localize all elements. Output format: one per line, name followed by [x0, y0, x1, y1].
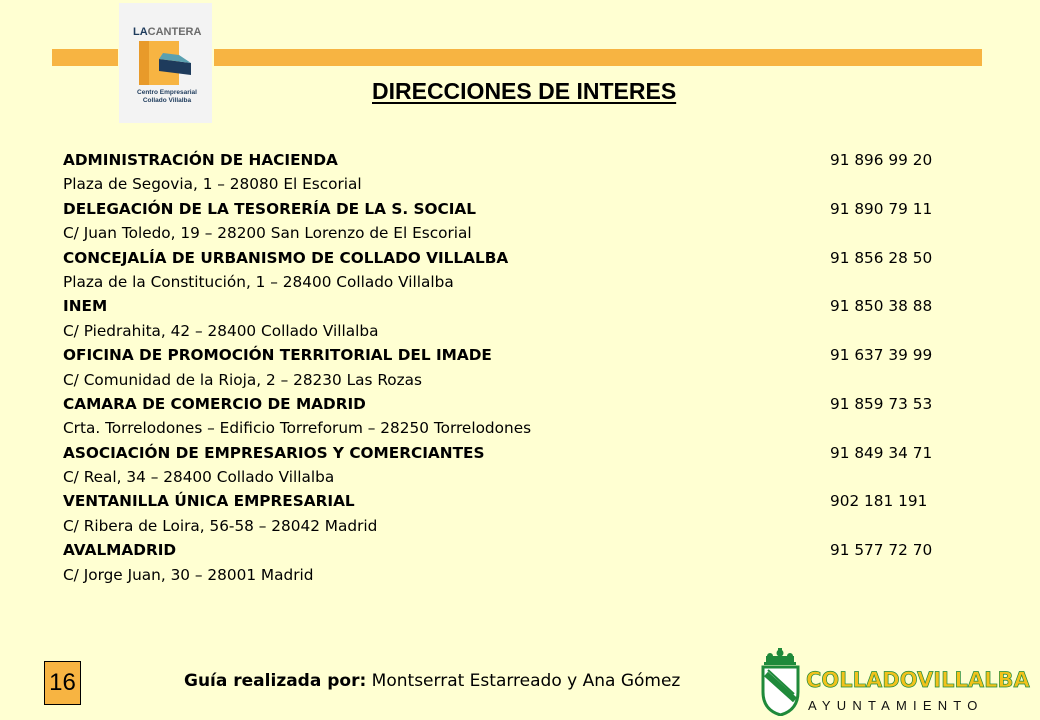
la-cantera-mark-icon — [139, 41, 191, 85]
logo-brand-part1: LA — [133, 26, 148, 38]
address-entry — [63, 393, 963, 442]
entry-phone: 91 890 79 11 — [830, 199, 933, 218]
ayuntamiento-name-part2: VILLALBA — [917, 668, 1030, 692]
entry-address: Plaza de Segovia, 1 – 28080 El Escorial — [63, 175, 362, 194]
entry-header-line — [63, 490, 963, 514]
entry-phone: 91 850 38 88 — [830, 297, 933, 316]
entry-header-line — [63, 295, 963, 319]
logo-subtitle-line1: Centro Empresarial — [137, 89, 197, 96]
entry-address: Crta. Torrelodones – Edificio Torreforum – 28250 Torrelodones — [63, 419, 532, 438]
address-entry — [63, 295, 963, 344]
entry-address: C/ Jorge Juan, 30 – 28001 Madrid — [63, 565, 314, 584]
page-title: DIRECCIONES DE INTERES — [372, 78, 677, 104]
entry-address: Plaza de la Constitución, 1 – 28400 Collado Villalba — [63, 272, 454, 291]
la-cantera-logo — [119, 3, 212, 123]
logo-subtitle-line2: Collado Villalba — [142, 96, 192, 104]
entry-phone: 91 856 28 50 — [830, 248, 933, 267]
header-bar-right — [214, 49, 982, 66]
entry-header-line — [63, 393, 963, 417]
entry-name: AVALMADRID — [63, 541, 177, 560]
entry-phone: 91 849 34 71 — [830, 443, 933, 462]
ayuntamiento-logo — [758, 648, 1030, 716]
entry-phone: 91 577 72 70 — [830, 541, 933, 560]
entry-name: INEM — [63, 297, 108, 316]
ayuntamiento-subtitle: AYUNTAMIENTO — [808, 698, 984, 713]
entry-address: C/ Comunidad de la Rioja, 2 – 28230 Las Rozas — [63, 370, 423, 389]
address-entry — [63, 149, 963, 198]
address-entry — [63, 198, 963, 247]
address-entry — [63, 490, 963, 539]
address-entry — [63, 442, 963, 491]
entry-name: CAMARA DE COMERCIO DE MADRID — [63, 394, 366, 413]
entry-name: OFICINA DE PROMOCIÓN TERRITORIAL DEL IMADE — [63, 346, 492, 365]
ayuntamiento-name — [806, 669, 1030, 691]
entry-name: ADMINISTRACIÓN DE HACIENDA — [63, 151, 338, 169]
address-entry — [63, 344, 963, 393]
credits-names: Montserrat Estarreado y Ana Gómez — [366, 671, 681, 691]
entry-address: C/ Ribera de Loira, 56-58 – 28042 Madrid — [63, 516, 378, 535]
entry-address: C/ Juan Toledo, 19 – 28200 San Lorenzo de El Escorial — [63, 224, 472, 243]
header-bar-left — [52, 49, 118, 66]
logo-brand-part2: CANTERA — [147, 26, 202, 38]
credits — [184, 671, 680, 691]
entry-phone: 91 859 73 53 — [830, 394, 933, 413]
entry-phone: 91 637 39 99 — [830, 346, 933, 365]
ayuntamiento-name-part1: COLLADO — [806, 668, 917, 692]
entry-header-line — [63, 442, 963, 466]
entry-address: C/ Real, 34 – 28400 Collado Villalba — [63, 468, 335, 487]
address-entry — [63, 539, 963, 588]
entry-address: C/ Piedrahita, 42 – 28400 Collado Villalba — [63, 321, 379, 340]
address-entry — [63, 247, 963, 296]
entry-name: DELEGACIÓN DE LA TESORERÍA DE LA S. SOCIAL — [63, 199, 477, 218]
page-number: 16 — [44, 661, 81, 705]
coat-of-arms-icon — [758, 648, 804, 716]
entry-name: VENTANILLA ÚNICA EMPRESARIAL — [63, 492, 355, 511]
entry-header-line — [63, 344, 963, 368]
entry-phone: 91 896 99 20 — [830, 151, 933, 169]
logo-brand — [133, 26, 201, 38]
entry-header-line — [63, 539, 963, 563]
entry-header-line — [63, 247, 963, 271]
credits-label: Guía realizada por: — [184, 671, 367, 691]
entry-header-line — [63, 149, 963, 173]
address-list — [63, 149, 963, 588]
entry-name: CONCEJALÍA DE URBANISMO DE COLLADO VILLALBA — [63, 248, 509, 267]
entry-name: ASOCIACIÓN DE EMPRESARIOS Y COMERCIANTES — [63, 443, 485, 462]
entry-header-line — [63, 198, 963, 222]
logo-subtitle — [125, 89, 209, 104]
entry-phone: 902 181 191 — [830, 492, 928, 511]
